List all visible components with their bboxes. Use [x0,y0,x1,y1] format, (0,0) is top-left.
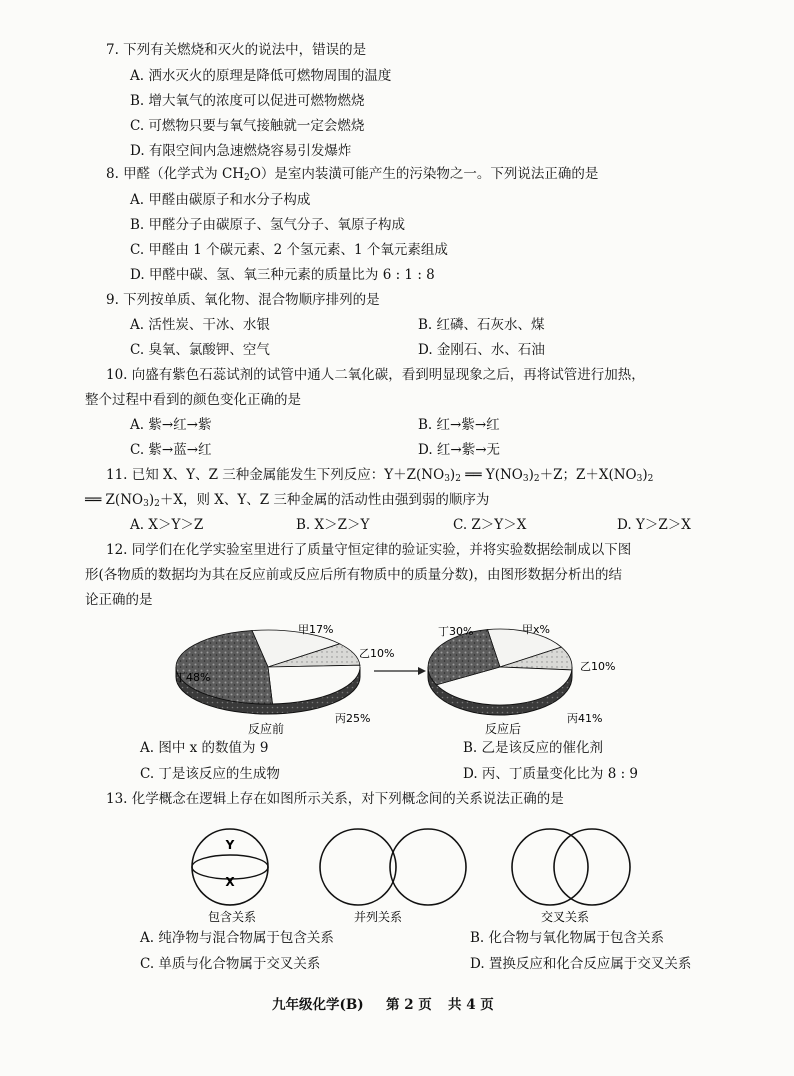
q10-option-d: D. 红→紫→无 [418,442,501,458]
pie-label-甲: 甲17% [298,623,334,636]
pie-title: 反应后 [484,722,522,735]
intersection-diagram [512,829,630,924]
q11-option-b: B. X＞Z＞Y [296,517,370,533]
outer-set-label: Y [225,838,235,852]
q11-stem-line1: 11. 已知 X、Y、Z 三种金属能发生下列反应：$Y+Z(NO_3)_2$ ══ $Y(NO_3)_2+Z$；$Z+X(NO_3)_2$ [106,467,654,484]
q12-option-c: C. 丁是该反应的生成物 [140,766,280,782]
q9-option-d: D. 金刚石、水、石油 [418,342,545,358]
q12-option-d: D. 丙、丁质量变化比为 8 : 9 [463,766,639,782]
q13-option-b: B. 化合物与氧化物属于包含关系 [470,930,665,946]
containment-diagram [192,829,268,924]
pie-label-甲: 甲x% [522,623,550,636]
q13-relation-diagrams [180,825,640,925]
pie-label-丁: 丁48% [175,671,211,684]
q12-stem-line3: 论正确的是 [85,592,153,608]
q9-stem: 9. 下列按单质、氧化物、混合物顺序排列的是 [106,292,380,308]
q9-option-b: B. 红磷、石灰水、煤 [418,317,545,333]
pie-label-乙: 乙10% [359,647,395,660]
parallel-diagram [320,829,466,924]
caption-containment: 包含关系 [207,910,257,924]
q8-stem: 8. 甲醛（化学式为 $CH_2O$）是室内装潢可能产生的污染物之一。下列说法正确的是 [106,166,599,183]
q10-stem-line2: 整个过程中看到的颜色变化正确的是 [85,392,301,408]
q7-option-d: D. 有限空间内急速燃烧容易引发爆炸 [130,143,352,159]
q9-option-c: C. 臭氧、氯酸钾、空气 [130,342,270,358]
q12-option-a: A. 图中 x 的数值为 9 [140,740,269,756]
q13-option-a: A. 纯净物与混合物属于包含关系 [140,930,334,946]
q12-option-b: B. 乙是该反应的催化剂 [463,740,604,756]
footer-total: 共 4 页 [448,997,494,1013]
q9-option-a: A. 活性炭、干冰、水银 [130,317,270,333]
q11-option-a: A. X＞Y＞Z [130,517,204,533]
q11-option-c: C. Z＞Y＞X [453,517,527,533]
q7-option-b: B. 增大氧气的浓度可以促进可燃物燃烧 [130,93,365,109]
q8-option-d: D. 甲醛中碳、氢、氧三种元素的质量比为 6 : 1 : 8 [130,267,435,283]
q12-stem-line1: 12. 同学们在化学实验室里进行了质量守恒定律的验证实验，并将实验数据绘制成以下图 [106,542,632,558]
q13-option-c: C. 单质与化合物属于交叉关系 [140,956,321,972]
q10-option-b: B. 红→紫→红 [418,417,500,433]
pie-title: 反应前 [247,722,285,735]
footer-page: 第 2 页 [386,997,432,1013]
q8-option-b: B. 甲醛分子由碳原子、氢气分子、氧原子构成 [130,217,406,233]
q7-option-a: A. 洒水灭火的原理是降低可燃物周围的温度 [130,68,392,84]
q8-option-c: C. 甲醛由 1 个碳元素、2 个氢元素、1 个氧元素组成 [130,242,448,258]
q10-stem-line1: 10. 向盛有紫色石蕊试剂的试管中通人二氧化碳，看到明显现象之后，再将试管进行加热， [106,367,645,383]
q10-option-c: C. 紫→蓝→红 [130,442,212,458]
pie-label-丙: 丙41% [567,712,603,725]
q7-stem: 7. 下列有关燃烧和灭火的说法中，错误的是 [106,42,367,58]
arrow-icon [374,667,426,675]
q7-option-c: C. 可燃物只要与氧气接触就一定会燃烧 [130,118,365,134]
q13-option-d: D. 置换反应和化合反应属于交叉关系 [470,956,692,972]
pie-slice-丙 [268,665,360,704]
pie-label-丙: 丙25% [335,712,371,725]
footer-subject: 九年级化学(B) [272,997,364,1013]
pie-label-丁: 丁30% [438,625,474,638]
q12-stem-line2: 形(各物质的数据均为其在反应前或反应后所有物质中的质量分数)，由图形数据分析出的结 [85,567,623,583]
caption-intersection: 交叉关系 [540,910,590,924]
q10-option-a: A. 紫→红→紫 [130,417,212,433]
pie-label-乙: 乙10% [580,660,616,673]
q11-option-d: D. Y＞Z＞X [617,517,691,533]
q13-stem: 13. 化学概念在逻辑上存在如图所示关系，对下列概念间的关系说法正确的是 [106,791,564,807]
q11-stem-line2: ══ $Z(NO_3)_2+X$，则 X、Y、Z 三种金属的活动性由强到弱的顺序为 [85,492,490,509]
inner-set-label: X [225,875,235,889]
q12-pie-charts [170,615,620,735]
q8-option-a: A. 甲醛由碳原子和水分子构成 [130,192,311,208]
caption-parallel: 并列关系 [353,910,403,924]
